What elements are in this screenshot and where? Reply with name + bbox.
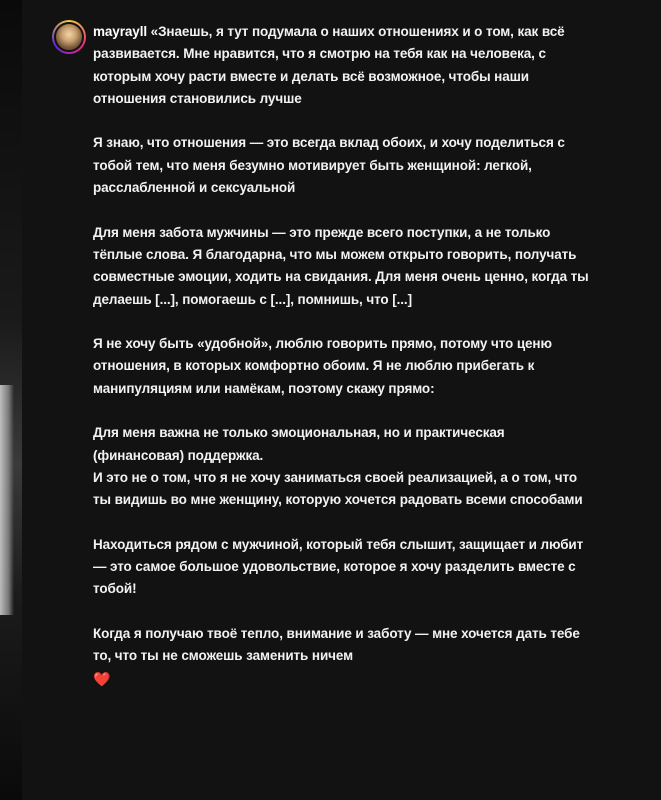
profile-avatar-icon [54, 22, 84, 52]
comment-text-1: «Знаешь, я тут подумала о наших отношениях и о том, как всё развивается. Мне нравится, что я смотрю на тебя как на человека, с которым хочу расти вместе и делать всё возможное, чтобы наши отношения становились лучше [93, 24, 565, 106]
comment-username[interactable]: mayrayll [93, 24, 147, 39]
comment-paragraph-3: Для меня забота мужчины — это прежде всего поступки, а не только тёплые слова. Я благодарна, что мы можем открыто говорить, получать совместные эмоции, ходить на свидания. Для меня очень ценно, когда ты делаешь [...], помогаешь с [...], помнишь, что [...] [93, 224, 589, 307]
comment-paragraph-6: Находиться рядом с мужчиной, который тебя слышит, защищает и любит — это самое большое удовольствие, которое я хочу разделить вместе с тобой! [93, 536, 584, 597]
comment-panel [22, 0, 661, 800]
avatar[interactable] [52, 20, 86, 54]
background-photo-edge [0, 0, 22, 800]
comment-text-5b: И это не о том, что я не хочу заниматься своей реализацией, а о том, что ты видишь во мне женщину, которую хочется радовать всеми способами [93, 469, 583, 508]
comment-paragraph-7 [93, 623, 593, 691]
comment-body [93, 21, 593, 713]
comment-text-7: Когда я получаю твоё тепло, внимание и заботу — мне хочется дать тебе то, что ты не сможешь заменить ничем [93, 626, 580, 664]
red-heart-emoji-icon: ❤️ [93, 670, 111, 687]
comment-paragraph-1 [93, 21, 593, 110]
comment-paragraph-4: Я не хочу быть «удобной», люблю говорить прямо, потому что ценю отношения, в которых комфортно обоим. Я не люблю прибегать к манипуляциям или намёкам, поэтому скажу прямо: [93, 336, 552, 396]
comment-text-5a: Для меня важна не только эмоциональная, но и практическая (финансовая) поддержка. [93, 425, 505, 463]
comment-paragraph-5 [93, 422, 593, 511]
background-photo-fragment [0, 385, 14, 615]
comment-paragraph-2: Я знаю, что отношения — это всегда вклад обоих, и хочу поделиться с тобой тем, что меня безумно мотивирует быть женщиной: легкой, расслабленной и сексуальной [93, 135, 565, 196]
